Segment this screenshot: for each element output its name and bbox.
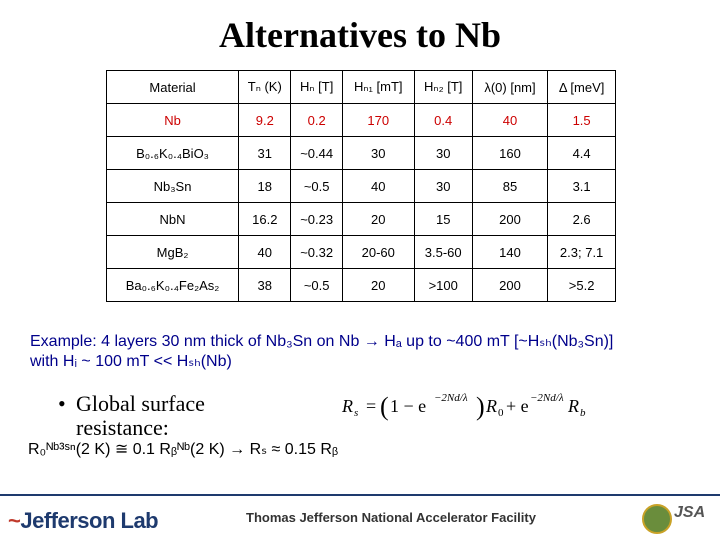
- table-cell: ~0.23: [291, 203, 342, 236]
- formula-exp: −2Nd/λ: [434, 392, 468, 404]
- header-cell: Hₙ₂ [T]: [414, 71, 472, 104]
- bullet-dot-icon: •: [58, 391, 66, 416]
- formula-r0: R: [486, 396, 497, 416]
- table-cell: B₀.₆K₀.₄BiO₃: [107, 137, 239, 170]
- jsa-logo: JSA: [674, 504, 706, 521]
- table-cell: 140: [472, 236, 547, 269]
- table-cell: 40: [239, 236, 291, 269]
- formula-exp-2: −2Nd/λ: [530, 392, 564, 404]
- bullet-line-2: resistance:: [76, 415, 169, 440]
- formula-one-minus: 1 − e: [390, 396, 427, 416]
- table-row: [107, 170, 616, 203]
- formula-lhs-sub: s: [354, 407, 359, 419]
- footer-bar: [0, 494, 720, 542]
- table-cell: 40: [342, 170, 414, 203]
- table-cell: 18: [239, 170, 291, 203]
- table-cell: 20-60: [342, 236, 414, 269]
- table-cell: 30: [414, 170, 472, 203]
- slide-title: Alternatives to Nb: [219, 15, 501, 55]
- table-cell: ~0.44: [291, 137, 342, 170]
- table-cell: 170: [342, 104, 414, 137]
- table-cell: 31: [239, 137, 291, 170]
- formula-bracket-open: (: [380, 392, 389, 421]
- table-cell: 160: [472, 137, 547, 170]
- header-cell: λ(0) [nm]: [472, 71, 547, 104]
- table-cell: NbN: [107, 203, 239, 236]
- table-row: [107, 137, 616, 170]
- formula-rb-sub: b: [580, 407, 586, 419]
- table-cell: 200: [472, 203, 547, 236]
- header-cell: Hₙ [T]: [291, 71, 342, 104]
- table-cell: 38: [239, 269, 291, 302]
- table-cell: Nb: [107, 104, 239, 137]
- table-cell: >5.2: [548, 269, 616, 302]
- bullet-global-surface-resistance: [58, 392, 205, 440]
- table-cell: 0.2: [291, 104, 342, 137]
- table-cell: MgB₂: [107, 236, 239, 269]
- materials-table: [106, 70, 616, 302]
- table-cell: 40: [472, 104, 547, 137]
- table-cell: 30: [414, 137, 472, 170]
- lab-name: Jefferson Lab: [20, 508, 159, 533]
- table-cell: 0.4: [414, 104, 472, 137]
- table-cell: 20: [342, 203, 414, 236]
- example-text: [30, 332, 710, 372]
- formula-lhs: R: [342, 396, 353, 416]
- table-cell: ~0.5: [291, 170, 342, 203]
- table-cell: 4.4: [548, 137, 616, 170]
- formula-r0-sub: 0: [498, 407, 504, 419]
- table-row: [107, 269, 616, 302]
- table-cell: 1.5: [548, 104, 616, 137]
- surface-resistance-formula: [340, 388, 590, 424]
- table-cell: 9.2: [239, 104, 291, 137]
- table-row: [107, 104, 616, 137]
- table-cell: 20: [342, 269, 414, 302]
- table-cell: 85: [472, 170, 547, 203]
- table-cell: 15: [414, 203, 472, 236]
- table-cell: >100: [414, 269, 472, 302]
- table-cell: Nb₃Sn: [107, 170, 239, 203]
- table-cell: 2.6: [548, 203, 616, 236]
- example-line-2: with Hᵢ ~ 100 mT << Hₛₕ(Nb): [30, 353, 232, 370]
- table-cell: 200: [472, 269, 547, 302]
- header-cell: Material: [107, 71, 239, 104]
- facility-name: Thomas Jefferson National Accelerator Facility: [246, 510, 536, 525]
- swoosh-icon: ~: [8, 508, 21, 533]
- table-cell: 30: [342, 137, 414, 170]
- resistance-result-line: R₀ᴺᵇ³ˢⁿ(2 K) ≅ 0.1 Rᵦᴺᵇ(2 K) → Rₛ ≈ 0.15 Rᵦ: [28, 441, 339, 458]
- header-cell: Δ [meV]: [548, 71, 616, 104]
- formula-eq: =: [366, 396, 377, 416]
- table-row: [107, 236, 616, 269]
- formula-bracket-close: ): [476, 392, 485, 421]
- header-cell: Tₙ (K): [239, 71, 291, 104]
- formula-rb: R: [568, 396, 579, 416]
- table-cell: 3.5-60: [414, 236, 472, 269]
- example-line-1: Example: 4 layers 30 nm thick of Nb₃Sn on Nb → Hₐ up to ~400 mT [~Hₛₕ(Nb₃Sn)]: [30, 333, 614, 350]
- table-cell: Ba₀.₆K₀.₄Fe₂As₂: [107, 269, 239, 302]
- table-header-row: [107, 71, 616, 104]
- table-cell: 2.3; 7.1: [548, 236, 616, 269]
- table-row: [107, 203, 616, 236]
- doe-seal-icon: [642, 504, 672, 534]
- table-cell: ~0.5: [291, 269, 342, 302]
- formula-plus: + e: [506, 396, 529, 416]
- table-cell: 16.2: [239, 203, 291, 236]
- header-cell: Hₙ₁ [mT]: [342, 71, 414, 104]
- jefferson-lab-logo: [8, 508, 158, 534]
- table-cell: ~0.32: [291, 236, 342, 269]
- bullet-line-1: Global surface: [76, 391, 205, 416]
- table-cell: 3.1: [548, 170, 616, 203]
